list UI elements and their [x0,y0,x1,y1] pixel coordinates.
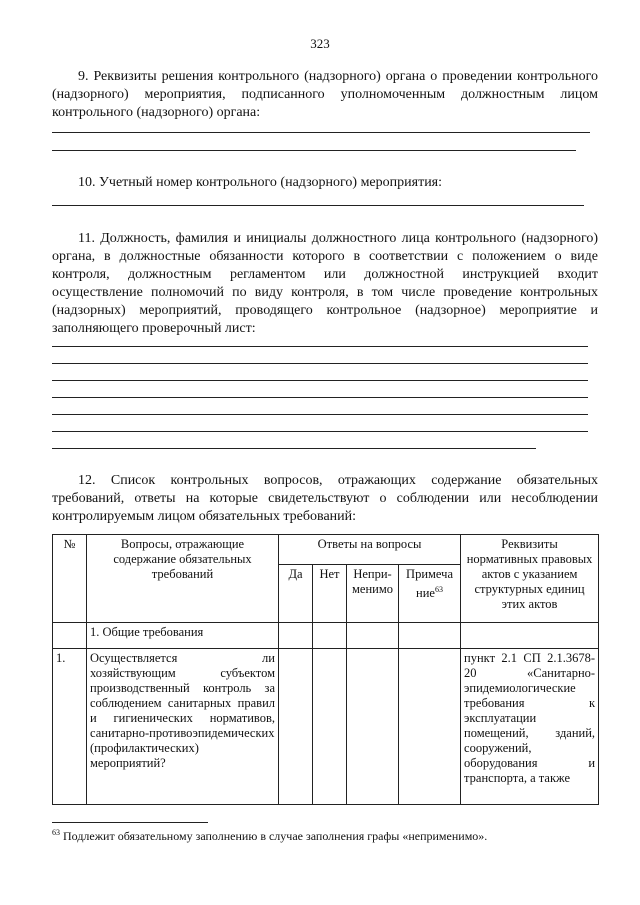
table-header-row [53,535,599,565]
item-10-text: 10. Учетный номер контрольного (надзорного) мероприятия: [78,175,443,190]
footnote-text: Подлежит обязательному заполнению в случае заполнения графы «неприменимо». [63,829,488,843]
answer-cell[interactable] [279,623,313,649]
item-11-text: 11. Должность, фамилия и инициалы должностного лица контрольного (надзорного) органа, в должностные обязанности которого в соответствии с положением о виде контроля, должностным регламентом или должностной инструкцией входит осуществление полномочий по виду контроля, в том числе проведение контрольных (надзорных) мероприятий, проводящего контрольное (надзорное) мероприятие и заполняющего проверочный лист: [52,231,598,336]
fill-line [52,414,588,415]
fill-line [52,363,588,364]
footnote [52,828,612,844]
item-9 [52,68,598,122]
fill-line [52,380,588,381]
header-note [399,565,461,623]
answer-note-cell[interactable] [399,649,461,805]
page-number: 323 [310,36,330,51]
fill-line [52,132,590,133]
answer-yes-cell[interactable] [279,649,313,805]
fill-line [52,205,584,206]
footnote-mark: 63 [52,828,60,837]
answer-na-cell[interactable] [347,649,399,805]
fill-line [52,431,588,432]
header-note-text: Примеча ние [406,567,453,601]
footnote-divider [52,822,208,823]
answer-cell[interactable] [313,623,347,649]
header-no: Нет [313,565,347,623]
item-10 [52,174,598,192]
header-questions: Вопросы, отражающие содержание обязательных требований [87,535,279,623]
answer-cell[interactable] [347,623,399,649]
row-requisites: пункт 2.1 СП 2.1.3678-20 «Санитарно-эпидемиологические требования к эксплуатации помещений, зданий, сооружений, оборудования и транспорта, а также [461,649,599,805]
header-requisites: Реквизиты нормативных правовых актов с указанием структурных единиц этих актов [461,535,599,623]
header-answers: Ответы на вопросы [279,535,461,565]
fill-line [52,150,576,151]
table-row [53,623,599,649]
item-9-text: 9. Реквизиты решения контрольного (надзорного) органа о проведении контрольного (надзорного) мероприятия, подписанного уполномоченным должностным лицом контрольного (надзорного) органа: [52,69,598,120]
fill-line [52,397,588,398]
requisites-cell [461,623,599,649]
table-row [53,649,599,805]
fill-line [52,346,588,347]
header-not-applicable: Непри-менимо [347,565,399,623]
header-yes: Да [279,565,313,623]
fill-line [52,448,536,449]
section-title: 1. Общие требования [87,623,279,649]
checklist-table [52,534,599,805]
footnote-ref: 63 [434,585,443,594]
section-number-cell [53,623,87,649]
answer-cell[interactable] [399,623,461,649]
row-question: Осуществляется ли хозяйствующим субъектом производственный контроль за соблюдением санитарных правил и гигиенических нормативов, санитарно-противоэпидемических (профилактических) мероприятий? [87,649,279,805]
item-12-text: 12. Список контрольных вопросов, отражающих содержание обязательных требований, ответы на которые свидетельствуют о соблюдении или несоблюдении контролируемым лицом обязательных требований: [52,473,598,524]
header-number: № [53,535,87,623]
item-11 [52,230,598,338]
row-number: 1. [53,649,87,805]
answer-no-cell[interactable] [313,649,347,805]
item-12 [52,472,598,526]
